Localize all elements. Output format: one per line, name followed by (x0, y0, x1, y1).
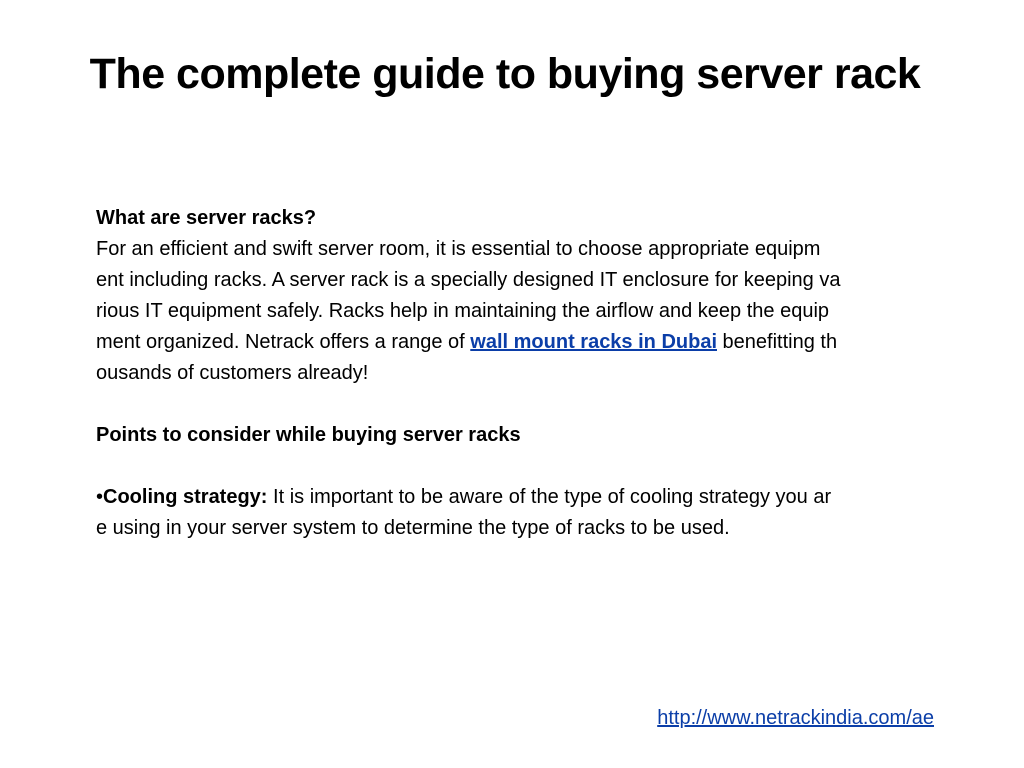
bullet-text: It is important to be aware of the type of cooling strategy you ar (267, 486, 832, 508)
bullet-item (96, 482, 966, 513)
wall-mount-racks-link[interactable]: wall mount racks in Dubai (470, 331, 717, 353)
section-heading-what-are-racks: What are server racks? (96, 207, 317, 229)
footer-url-link[interactable]: http://www.netrackindia.com/ae (657, 707, 934, 729)
bullet-icon: • (96, 486, 104, 508)
spacer (96, 451, 966, 482)
paragraph-text: ment organized. Netrack offers a range of (96, 331, 471, 353)
bullet-continuation: e using in your server system to determine the type of racks to be used. (96, 517, 730, 539)
paragraph-line: ousands of customers already! (96, 362, 369, 384)
paragraph-line: rious IT equipment safely. Racks help in maintaining the airflow and keep the equip (96, 300, 830, 322)
paragraph-line: ent including racks. A server rack is a specially designed IT enclosure for keeping va (96, 269, 841, 291)
section-heading-points: Points to consider while buying server racks (96, 424, 521, 446)
paragraph-line: For an efficient and swift server room, it is essential to choose appropriate equipm (96, 238, 821, 260)
paragraph-text: benefitting th (717, 331, 838, 353)
slide-content (96, 203, 966, 544)
paragraph-line-with-link (96, 327, 966, 358)
spacer (96, 389, 966, 420)
slide-title: The complete guide to buying server rack (89, 50, 921, 98)
bullet-term: Cooling strategy: (103, 486, 268, 508)
